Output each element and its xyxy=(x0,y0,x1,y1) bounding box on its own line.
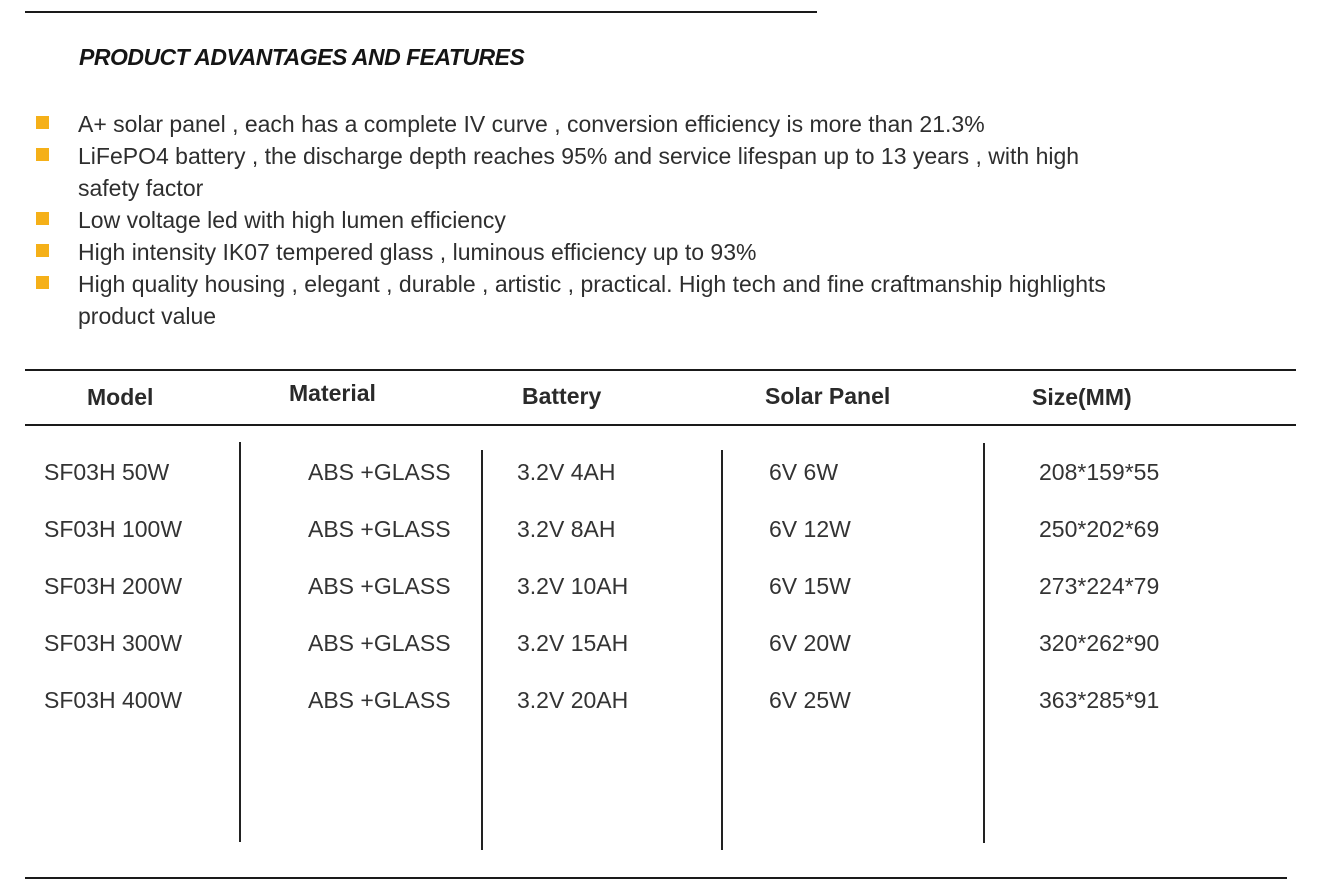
table-cell-size: 273*224*79 xyxy=(1039,573,1160,599)
feature-text: A+ solar panel , each has a complete IV curve , conversion efficiency is more than 21.3% xyxy=(78,111,985,137)
feature-text: High intensity IK07 tempered glass , luminous efficiency up to 93% xyxy=(78,239,757,265)
square-bullet-icon xyxy=(36,148,49,161)
table-cell-battery: 3.2V 8AH xyxy=(517,516,616,542)
table-cell-model: SF03H 100W xyxy=(44,516,183,542)
table-cell-battery: 3.2V 4AH xyxy=(517,459,616,485)
column-header-solar-panel: Solar Panel xyxy=(765,383,891,409)
top-divider xyxy=(25,11,817,13)
square-bullet-icon xyxy=(36,212,49,225)
table-cell-solar-panel: 6V 12W xyxy=(769,516,851,542)
table-cell-material: ABS +GLASS xyxy=(308,459,451,485)
square-bullet-icon xyxy=(36,244,49,257)
section-title: PRODUCT ADVANTAGES AND FEATURES xyxy=(79,44,525,70)
feature-item xyxy=(36,108,1236,140)
table-cell-material: ABS +GLASS xyxy=(308,573,451,599)
feature-text: LiFePO4 battery , the discharge depth reaches 95% and service lifespan up to 13 years , with high safety factor xyxy=(78,143,1080,201)
column-divider xyxy=(239,442,241,842)
column-divider xyxy=(721,450,723,850)
feature-item xyxy=(36,140,1236,204)
square-bullet-icon xyxy=(36,276,49,289)
table-cell-material: ABS +GLASS xyxy=(308,687,451,713)
table-cell-size: 250*202*69 xyxy=(1039,516,1160,542)
feature-text: Low voltage led with high lumen efficiency xyxy=(78,207,506,233)
feature-item xyxy=(36,268,1236,332)
table-cell-battery: 3.2V 10AH xyxy=(517,573,629,599)
column-header-size: Size(MM) xyxy=(1032,384,1132,410)
feature-text: High quality housing , elegant , durable , artistic , practical. High tech and fine craftmanship highlights product value xyxy=(78,271,1106,329)
square-bullet-icon xyxy=(36,116,49,129)
column-header-model: Model xyxy=(87,384,154,410)
table-cell-material: ABS +GLASS xyxy=(308,516,451,542)
feature-item xyxy=(36,204,1236,236)
feature-list xyxy=(36,108,1236,332)
table-cell-model: SF03H 200W xyxy=(44,573,183,599)
table-cell-solar-panel: 6V 25W xyxy=(769,687,851,713)
table-cell-solar-panel: 6V 15W xyxy=(769,573,851,599)
table-cell-battery: 3.2V 15AH xyxy=(517,630,629,656)
column-header-battery: Battery xyxy=(522,383,602,409)
table-cell-battery: 3.2V 20AH xyxy=(517,687,629,713)
table-cell-model: SF03H 300W xyxy=(44,630,183,656)
feature-item xyxy=(36,236,1236,268)
table-cell-material: ABS +GLASS xyxy=(308,630,451,656)
column-divider xyxy=(481,450,483,850)
table-cell-model: SF03H 400W xyxy=(44,687,183,713)
table-cell-solar-panel: 6V 20W xyxy=(769,630,851,656)
table-cell-solar-panel: 6V 6W xyxy=(769,459,839,485)
table-cell-model: SF03H 50W xyxy=(44,459,170,485)
table-cell-size: 208*159*55 xyxy=(1039,459,1160,485)
table-top-border xyxy=(25,369,1296,371)
table-cell-size: 363*285*91 xyxy=(1039,687,1160,713)
column-header-material: Material xyxy=(289,380,376,406)
table-bottom-border xyxy=(25,877,1287,879)
table-header-border xyxy=(25,424,1296,426)
table-cell-size: 320*262*90 xyxy=(1039,630,1160,656)
column-divider xyxy=(983,443,985,843)
